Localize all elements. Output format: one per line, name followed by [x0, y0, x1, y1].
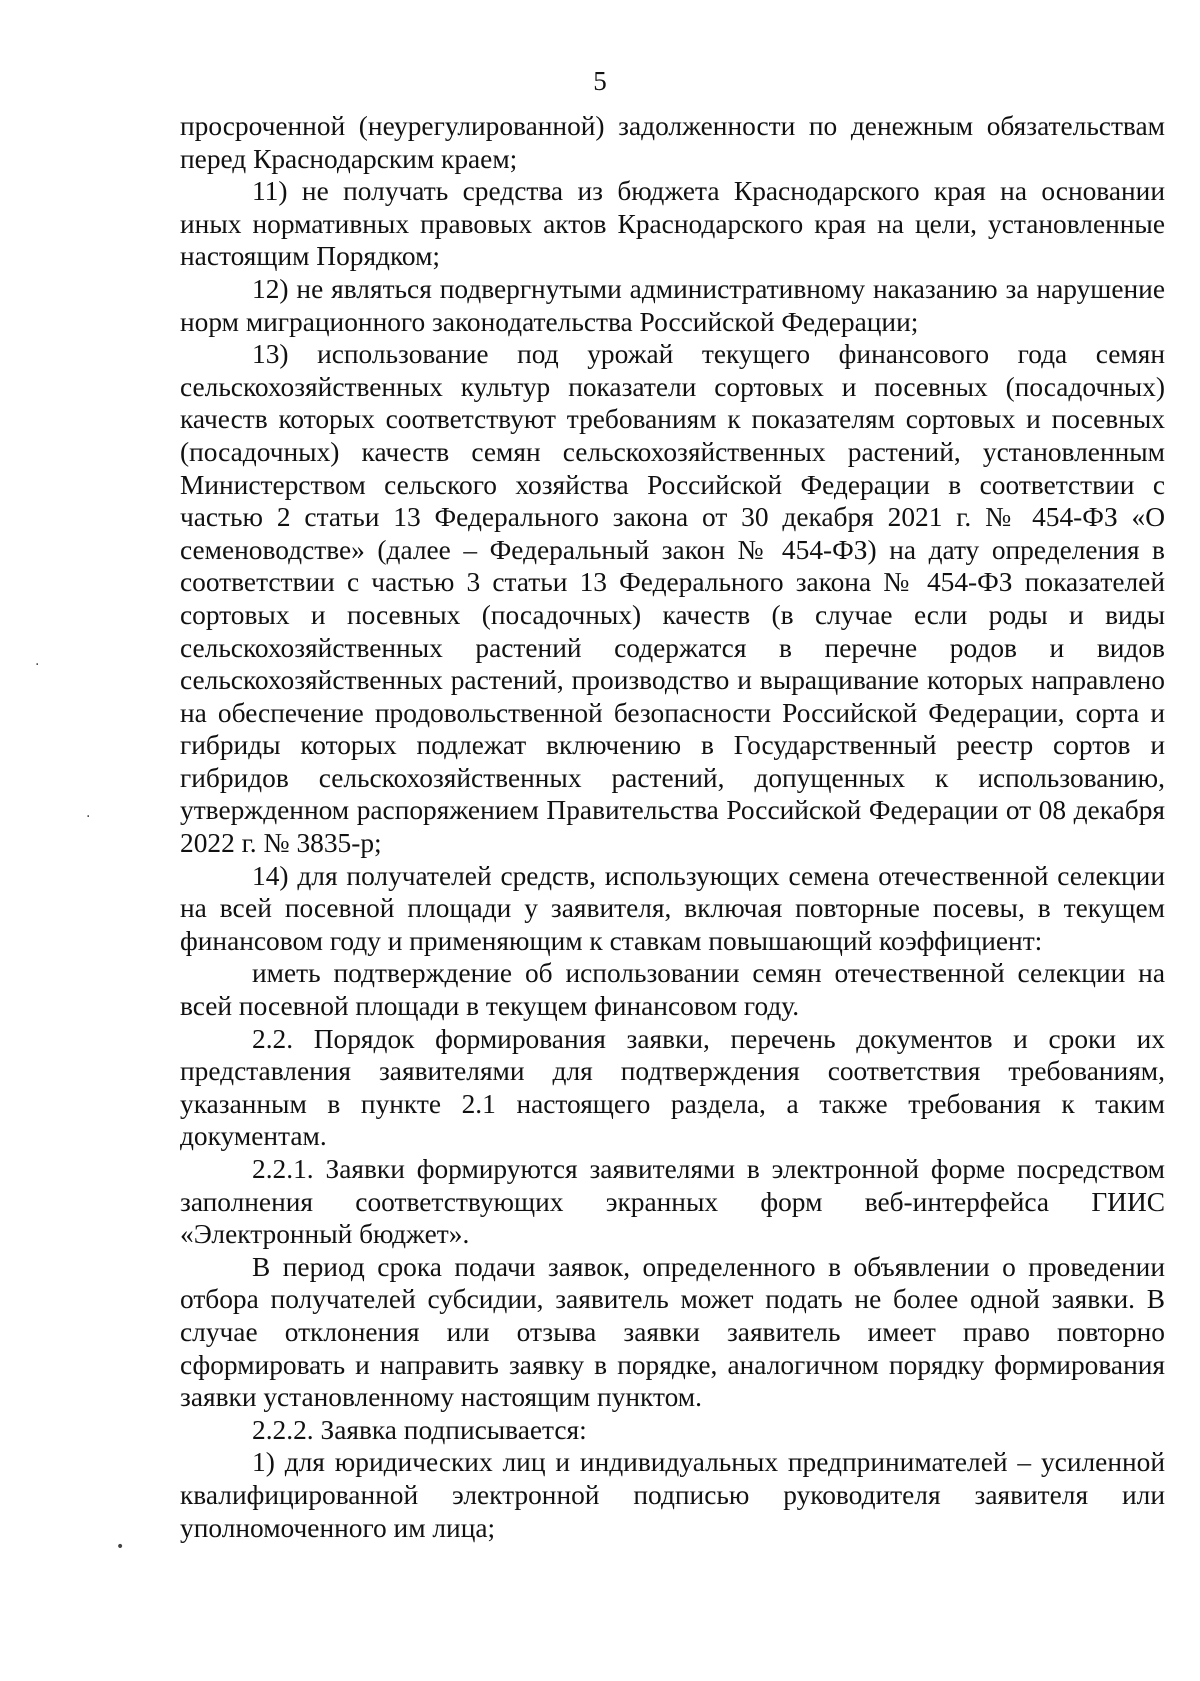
paragraph-item-12: 12) не являться подвергнутыми административному наказанию за нарушение норм миграционного законодательства Российской Федерации; — [180, 273, 1165, 337]
page-number: 5 — [593, 66, 607, 96]
paragraph-item-11: 11) не получать средства из бюджета Краснодарского края на основании иных нормативных правовых актов Краснодарского края на цели, установленные настоящим Порядком; — [180, 176, 1165, 272]
scan-speck-mark: • — [116, 1539, 125, 1555]
scan-speck-mark: · — [35, 657, 40, 673]
paragraph-signature-item-1: 1) для юридических лиц и индивидуальных предпринимателей – усиленной квалифицированной электронной подписью руководителя заявителя или уполномоченного им лица; — [180, 1447, 1165, 1543]
paragraph-item-14: 14) для получателей средств, использующих семена отечественной селекции на всей посевной площади у заявителя, включая повторные посевы, в текущем финансовом году и применяющим к ставкам повышающий коэффициент: — [180, 860, 1165, 956]
paragraph-section-2-2-1: 2.2.1. Заявки формируются заявителями в электронной форме посредством заполнения соответствующих экранных форм веб-интерфейса ГИИС «Электронный бюджет». — [180, 1154, 1165, 1250]
paragraph-item-13: 13) использование под урожай текущего финансового года семян сельскохозяйственных культур показатели сортовых и посевных (посадочных) качеств которых соответствуют требованиям к показателям сортовых и посевных (посадочных) качеств семян сельскохозяйственных растений, установленным Министерством сельского хозяйства Российской Федерации в соответствии с частью 2 статьи 13 Федерального закона от 30 декабря 2021 г. № 454-ФЗ «О семеноводстве» (далее – Федеральный закон № 454-ФЗ) на дату определения в соответствии с частью 3 статьи 13 Федерального закона № 454-ФЗ показателей сортовых и посевных (посадочных) качеств (в случае если роды и виды сельскохозяйственных растений содержатся в перечне родов и видов сельскохозяйственных растений, производство и выращивание которых направлено на обеспечение продовольственной безопасности Российской Федерации, сорта и гибриды которых подлежат включению в Государственный реестр сортов и гибридов сельскохозяйственных растений, допущенных к использованию, утвержденном распоряжением Правительства Российской Федерации от 08 декабря 2022 г. № 3835-р; — [180, 339, 1165, 859]
document-body — [180, 110, 1165, 1544]
paragraph-item-14-requirement: иметь подтверждение об использовании семян отечественной селекции на всей посевной площади в текущем финансовом году. — [180, 958, 1165, 1022]
paragraph-section-2-2-2: 2.2.2. Заявка подписывается: — [252, 1414, 587, 1445]
paragraph-section-2-2: 2.2. Порядок формирования заявки, перечень документов и сроки их представления заявителями для подтверждения соответствия требованиям, указанным в пункте 2.1 настоящего раздела, а также требования к таким документам. — [180, 1023, 1165, 1152]
paragraph-continuation: просроченной (неурегулированной) задолженности по денежным обязательствам перед Краснодарским краем; — [180, 111, 1165, 174]
paragraph-application-period: В период срока подачи заявок, определенного в объявлении о проведении отбора получателей субсидии, заявитель может подать не более одной заявки. В случае отклонения или отзыва заявки заявитель имеет право повторно сформировать и направить заявку в порядке, аналогичном порядку формирования заявки установленному настоящим пунктом. — [180, 1251, 1165, 1413]
scan-speck-mark: · — [86, 809, 91, 825]
